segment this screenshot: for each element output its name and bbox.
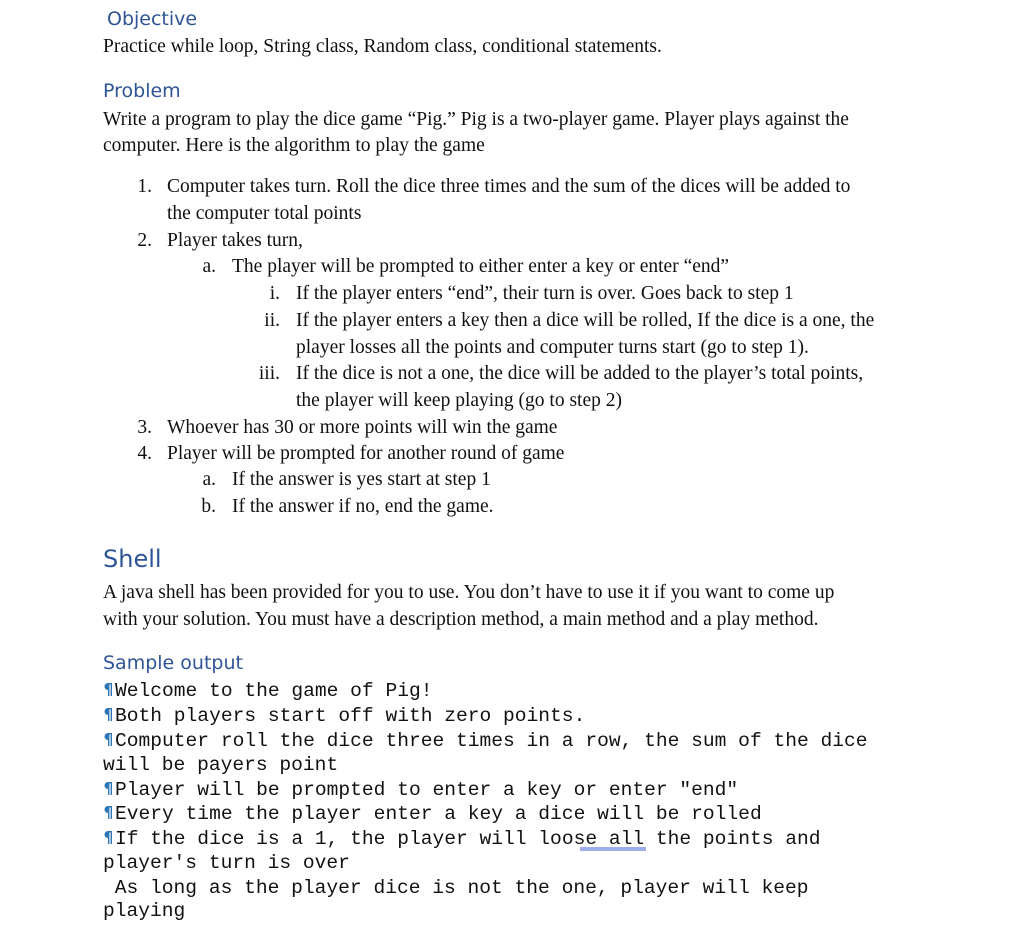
code-line bbox=[115, 827, 821, 852]
list-item-text: the player will keep playing (go to step 2) bbox=[296, 390, 622, 411]
misspelled-word: loose bbox=[538, 828, 598, 850]
list-item-text: The player will be prompted to either enter a key or enter “end” bbox=[232, 256, 730, 277]
shell-text-line-1: A java shell has been provided for you to use. You don’t have to use it if you want to come up bbox=[103, 582, 835, 603]
list-item-text: Player will be prompted for another round of game bbox=[167, 443, 565, 464]
problem-heading: Problem bbox=[103, 80, 181, 102]
list-item-text: Player takes turn, bbox=[167, 230, 303, 251]
list-number: 2. bbox=[137, 230, 152, 251]
list-number: ii. bbox=[264, 310, 280, 331]
list-item-text: Whoever has 30 or more points will win the game bbox=[167, 417, 558, 438]
problem-intro-line-1: Write a program to play the dice game “Pig.” Pig is a two-player game. Player plays against the bbox=[103, 109, 849, 130]
list-item-text: player losses all the points and computer turns start (go to step 1). bbox=[296, 337, 809, 358]
list-number: iii. bbox=[258, 363, 280, 384]
list-number: 1. bbox=[137, 176, 152, 197]
paragraph-mark-icon bbox=[104, 782, 112, 795]
sample-output-heading: Sample output bbox=[103, 652, 243, 674]
list-number: b. bbox=[201, 496, 216, 517]
list-item-text: If the dice is not a one, the dice will be added to the player’s total points, bbox=[296, 363, 864, 384]
list-item-text: the computer total points bbox=[167, 203, 362, 224]
list-number: a. bbox=[202, 469, 216, 490]
list-item-text: If the player enters “end”, their turn is over. Goes back to step 1 bbox=[296, 283, 794, 304]
problem-intro-line-2: computer. Here is the algorithm to play the game bbox=[103, 135, 485, 156]
paragraph-mark-icon bbox=[104, 733, 112, 746]
code-line: As long as the player dice is not the one, player will keep bbox=[103, 877, 809, 899]
code-line: player's turn is over bbox=[103, 852, 350, 874]
code-line: Every time the player enter a key a dice will be rolled bbox=[115, 803, 762, 825]
spell-check-underline bbox=[580, 847, 646, 851]
code-line: Computer roll the dice three times in a row, the sum of the dice bbox=[115, 730, 868, 752]
code-text: all the points and bbox=[597, 828, 821, 850]
shell-heading: Shell bbox=[103, 545, 162, 573]
paragraph-mark-icon bbox=[104, 831, 112, 844]
code-line: Player will be prompted to enter a key or enter "end" bbox=[115, 779, 739, 801]
code-line: Both players start off with zero points. bbox=[115, 705, 586, 727]
paragraph-mark-icon bbox=[104, 708, 112, 721]
list-number: 3. bbox=[137, 417, 152, 438]
paragraph-mark-icon bbox=[104, 806, 112, 819]
list-item-text: If the player enters a key then a dice will be rolled, If the dice is a one, the bbox=[296, 310, 875, 331]
code-line: will be payers point bbox=[103, 754, 339, 776]
list-number: a. bbox=[202, 256, 216, 277]
list-number: i. bbox=[269, 283, 280, 304]
code-text: If the dice is a 1, the player will bbox=[115, 828, 539, 850]
shell-text-line-2: with your solution. You must have a description method, a main method and a play method. bbox=[103, 609, 819, 630]
list-item-text: If the answer if no, end the game. bbox=[232, 496, 494, 517]
list-item-text: Computer takes turn. Roll the dice three times and the sum of the dices will be added to bbox=[167, 176, 851, 197]
code-line: playing bbox=[103, 900, 186, 922]
list-number: 4. bbox=[137, 443, 152, 464]
list-item-text: If the answer is yes start at step 1 bbox=[232, 469, 491, 490]
paragraph-mark-icon bbox=[104, 683, 112, 696]
code-line: Welcome to the game of Pig! bbox=[115, 680, 433, 702]
objective-text: Practice while loop, String class, Random class, conditional statements. bbox=[103, 36, 662, 57]
objective-heading: Objective bbox=[107, 8, 198, 30]
